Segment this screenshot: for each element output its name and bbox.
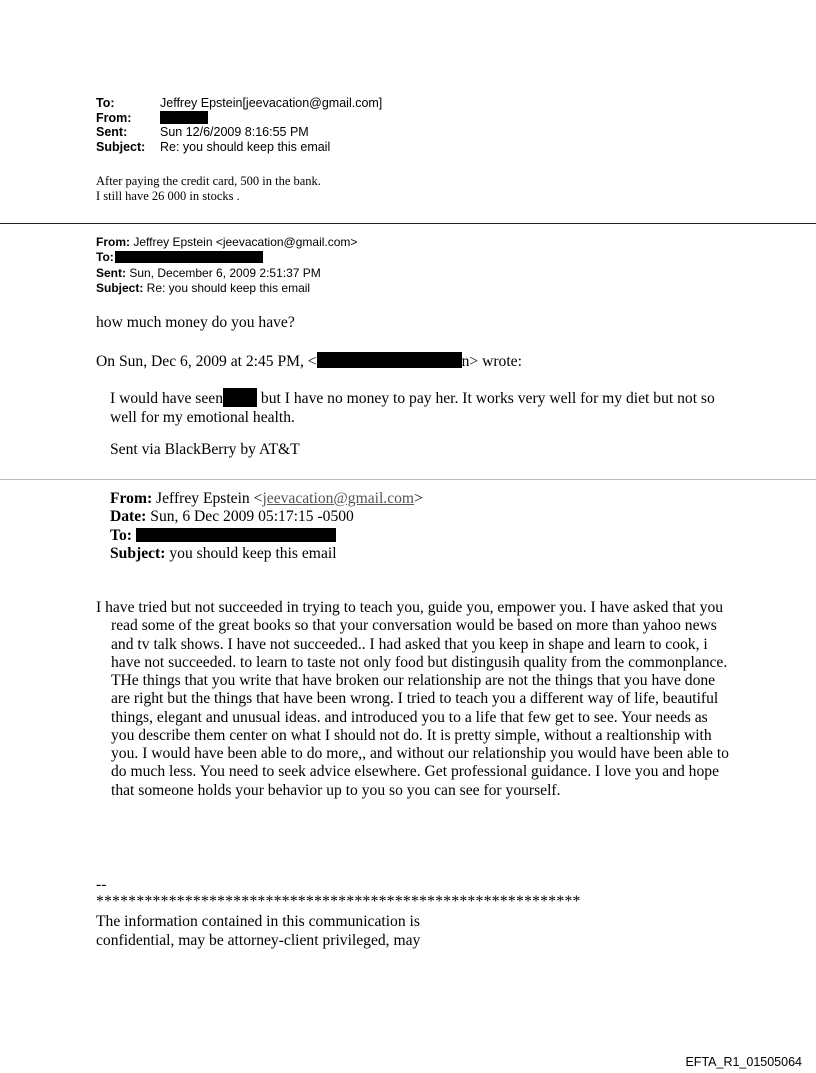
signature-separator: -- xyxy=(96,876,107,893)
sent-label: Sent: xyxy=(96,265,126,280)
reply-body-top xyxy=(96,174,321,204)
redaction-box xyxy=(223,388,257,407)
from-label: From: xyxy=(110,490,153,507)
quoted-text-rest: but I have no money to pay her. It works very well for my diet but not so well for my emotional health. xyxy=(110,390,715,426)
quoted-message xyxy=(110,388,730,427)
reply-body-mid: how much money do you have? xyxy=(96,314,295,331)
redaction-box xyxy=(160,111,208,124)
to-label: To: xyxy=(96,96,115,110)
divider xyxy=(0,223,816,224)
email-header-mid xyxy=(96,235,357,296)
from-value: Jeffrey Epstein <jeevacation@gmail.com> xyxy=(130,235,358,249)
attribution-suffix: n> wrote: xyxy=(461,353,522,370)
body-line: I still have 26 000 in stocks . xyxy=(96,189,240,203)
quoted-text-start: I would have seen xyxy=(110,390,224,407)
notice-line: confidential, may be attorney-client privileged, may xyxy=(96,932,421,949)
sent-value: Sun 12/6/2009 8:16:55 PM xyxy=(160,125,309,140)
header-from-row xyxy=(96,111,382,126)
header-sent-row xyxy=(96,125,382,140)
subject-label: Subject: xyxy=(96,280,144,295)
subject-value: Re: you should keep this email xyxy=(143,280,311,295)
redaction-box xyxy=(317,352,462,368)
from-suffix: > xyxy=(414,490,423,507)
subject-value: you should keep this email xyxy=(165,545,337,563)
subject-value: Re: you should keep this email xyxy=(160,139,331,154)
original-message-header xyxy=(110,490,423,564)
subject-label: Subject: xyxy=(96,139,146,154)
from-label: From: xyxy=(96,235,130,249)
subject-label: Subject: xyxy=(110,545,166,563)
header-subject-row xyxy=(110,545,423,563)
divider xyxy=(0,479,816,480)
header-from-row xyxy=(96,235,357,250)
email-header-top xyxy=(96,96,382,154)
from-value xyxy=(160,111,208,126)
header-to-row xyxy=(110,527,423,545)
header-sent-row xyxy=(96,266,357,281)
to-label: To: xyxy=(110,526,132,544)
bates-number: EFTA_R1_01505064 xyxy=(685,1055,802,1069)
date-value: Sun, 6 Dec 2009 05:17:15 -0500 xyxy=(146,508,354,526)
email-link[interactable]: jeevacation@gmail.com xyxy=(262,490,415,507)
date-label: Date: xyxy=(110,508,147,526)
quote-attribution xyxy=(96,352,522,371)
signature-stars: ************************************************************ xyxy=(96,893,581,910)
from-prefix: Jeffrey Epstein < xyxy=(152,490,263,507)
blackberry-signature: Sent via BlackBerry by AT&T xyxy=(110,441,300,458)
original-message-body: I have tried but not succeeded in trying to teach you, guide you, empower you. I have asked that you read some of the great books so that your conversation would be based on more than yahoo news and tv talk shows. I have not succeeded.. I had asked that you keep in shape and learn to cook, i have not succeeded. to learn to taste not only food but distingusih quality from the commonplance. THe things that you write that have broken our relationship are not the things that you have done are right but the things that have been wrong. I tried to teach you a different way of life, beautiful things, elegant and unusual ideas. and introduced you to a life that few get to see. Your needs as you describe them center on what I should not do. It is pretty simple, without a realtionship with you. I would have been able to do more,, and without our relationship you would have been able to do much less. You need to seek advice elsewhere. Get professional guidance. I love you and hope that someone holds your behavior up to you so you can see for yourself. xyxy=(96,599,729,799)
sent-label: Sent: xyxy=(96,125,128,140)
header-subject-row xyxy=(96,140,382,155)
notice-line: The information contained in this communication is xyxy=(96,913,420,930)
header-subject-row xyxy=(96,281,357,296)
to-label: To: xyxy=(96,250,114,265)
body-line: After paying the credit card, 500 in the bank. xyxy=(96,174,321,188)
attribution-prefix: On Sun, Dec 6, 2009 at 2:45 PM, < xyxy=(96,353,317,370)
header-date-row xyxy=(110,508,423,526)
confidentiality-notice xyxy=(96,912,420,950)
to-value: Jeffrey Epstein[jeevacation@gmail.com] xyxy=(160,96,383,110)
header-from-row xyxy=(110,490,423,508)
header-to-row xyxy=(96,96,382,111)
redaction-box xyxy=(115,251,263,263)
from-label: From: xyxy=(96,110,132,125)
redaction-box xyxy=(136,528,336,542)
header-to-row xyxy=(96,250,357,265)
sent-value: Sun, December 6, 2009 2:51:37 PM xyxy=(126,265,321,280)
